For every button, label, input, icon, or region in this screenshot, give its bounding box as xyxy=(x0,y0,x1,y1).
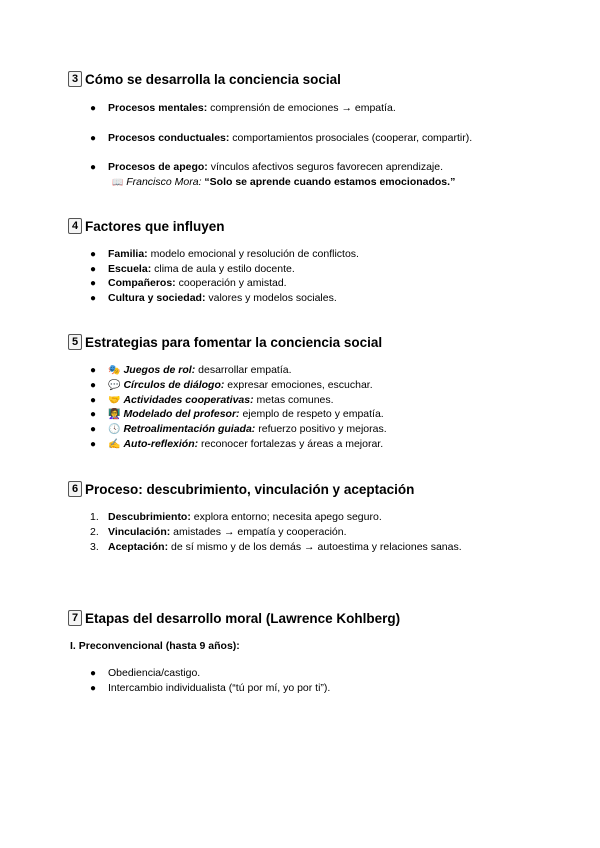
list-number: 1. xyxy=(90,511,99,523)
theater-masks-icon: 🎭 xyxy=(108,365,121,376)
list-item: ✍️ Auto-reflexión: reconocer fortalezas y áreas a mejorar. xyxy=(108,438,384,450)
bullet: ● xyxy=(90,365,97,376)
list-item: Intercambio individualista (“tú por mí, yo por ti”). xyxy=(108,682,331,694)
list-item: 💬 Círculos de diálogo: expresar emociones, escuchar. xyxy=(108,379,373,391)
section-title: Factores que influyen xyxy=(85,218,225,234)
section-number-badge: 3 xyxy=(68,71,82,87)
list-item: 🎭 Juegos de rol: desarrollar empatía. xyxy=(108,364,292,376)
quote-line: 📖 Francisco Mora: “Solo se aprende cuando estamos emocionados.” xyxy=(112,176,456,188)
section-3-heading xyxy=(68,71,341,87)
section-title: Proceso: descubrimiento, vinculación y aceptación xyxy=(85,481,415,497)
writing-hand-icon: ✍️ xyxy=(108,439,121,450)
clock-icon: 🕓 xyxy=(108,424,121,435)
bullet: ● xyxy=(90,380,97,391)
list-item: Descubrimiento: explora entorno; necesita apego seguro. xyxy=(108,511,382,523)
section-number-badge: 7 xyxy=(68,610,82,626)
bullet: ● xyxy=(90,103,97,114)
bullet: ● xyxy=(90,133,97,144)
bullet: ● xyxy=(90,293,97,304)
bullet: ● xyxy=(90,395,97,406)
book-icon: 📖 xyxy=(112,177,124,187)
bullet: ● xyxy=(90,683,97,694)
bullet: ● xyxy=(90,249,97,260)
list-item: Procesos conductuales: comportamientos prosociales (cooperar, compartir). xyxy=(108,132,473,144)
bullet: ● xyxy=(90,668,97,679)
list-item: 👩‍🏫 Modelado del profesor: ejemplo de respeto y empatía. xyxy=(108,408,384,420)
section-number-badge: 6 xyxy=(68,481,82,497)
section-5-heading xyxy=(68,334,382,350)
list-item: 🕓 Retroalimentación guiada: refuerzo positivo y mejoras. xyxy=(108,423,387,435)
list-item: 🤝 Actividades cooperativas: metas comunes. xyxy=(108,394,334,406)
bullet: ● xyxy=(90,264,97,275)
subheading: I. Preconvencional (hasta 9 años): xyxy=(70,640,240,652)
bullet: ● xyxy=(90,162,97,173)
teacher-icon: 👩‍🏫 xyxy=(108,409,121,420)
handshake-icon: 🤝 xyxy=(108,395,121,406)
list-item: Aceptación: de sí mismo y de los demás → autoestima y relaciones sanas. xyxy=(108,541,462,553)
bullet: ● xyxy=(90,424,97,435)
list-item: Procesos de apego: vínculos afectivos seguros favorecen aprendizaje. xyxy=(108,161,443,173)
section-title: Cómo se desarrolla la conciencia social xyxy=(85,71,341,87)
section-title: Estrategias para fomentar la conciencia social xyxy=(85,334,383,350)
list-item: Cultura y sociedad: valores y modelos sociales. xyxy=(108,292,337,304)
list-number: 2. xyxy=(90,526,99,538)
list-item: Escuela: clima de aula y estilo docente. xyxy=(108,263,295,275)
list-item: Compañeros: cooperación y amistad. xyxy=(108,277,287,289)
bullet: ● xyxy=(90,409,97,420)
list-item: Procesos mentales: comprensión de emociones → empatía. xyxy=(108,102,396,114)
list-item: Obediencia/castigo. xyxy=(108,667,201,679)
list-item: Familia: modelo emocional y resolución de conflictos. xyxy=(108,248,359,260)
section-7-heading xyxy=(68,610,400,626)
speech-bubble-icon: 💬 xyxy=(108,380,121,391)
section-4-heading xyxy=(68,218,225,234)
list-item: Vinculación: amistades → empatía y cooperación. xyxy=(108,526,347,538)
section-number-badge: 4 xyxy=(68,218,82,234)
section-number-badge: 5 xyxy=(68,334,82,350)
bullet: ● xyxy=(90,278,97,289)
bullet: ● xyxy=(90,439,97,450)
section-6-heading xyxy=(68,481,414,497)
section-title: Etapas del desarrollo moral (Lawrence Kohlberg) xyxy=(85,610,401,626)
list-number: 3. xyxy=(90,541,99,553)
